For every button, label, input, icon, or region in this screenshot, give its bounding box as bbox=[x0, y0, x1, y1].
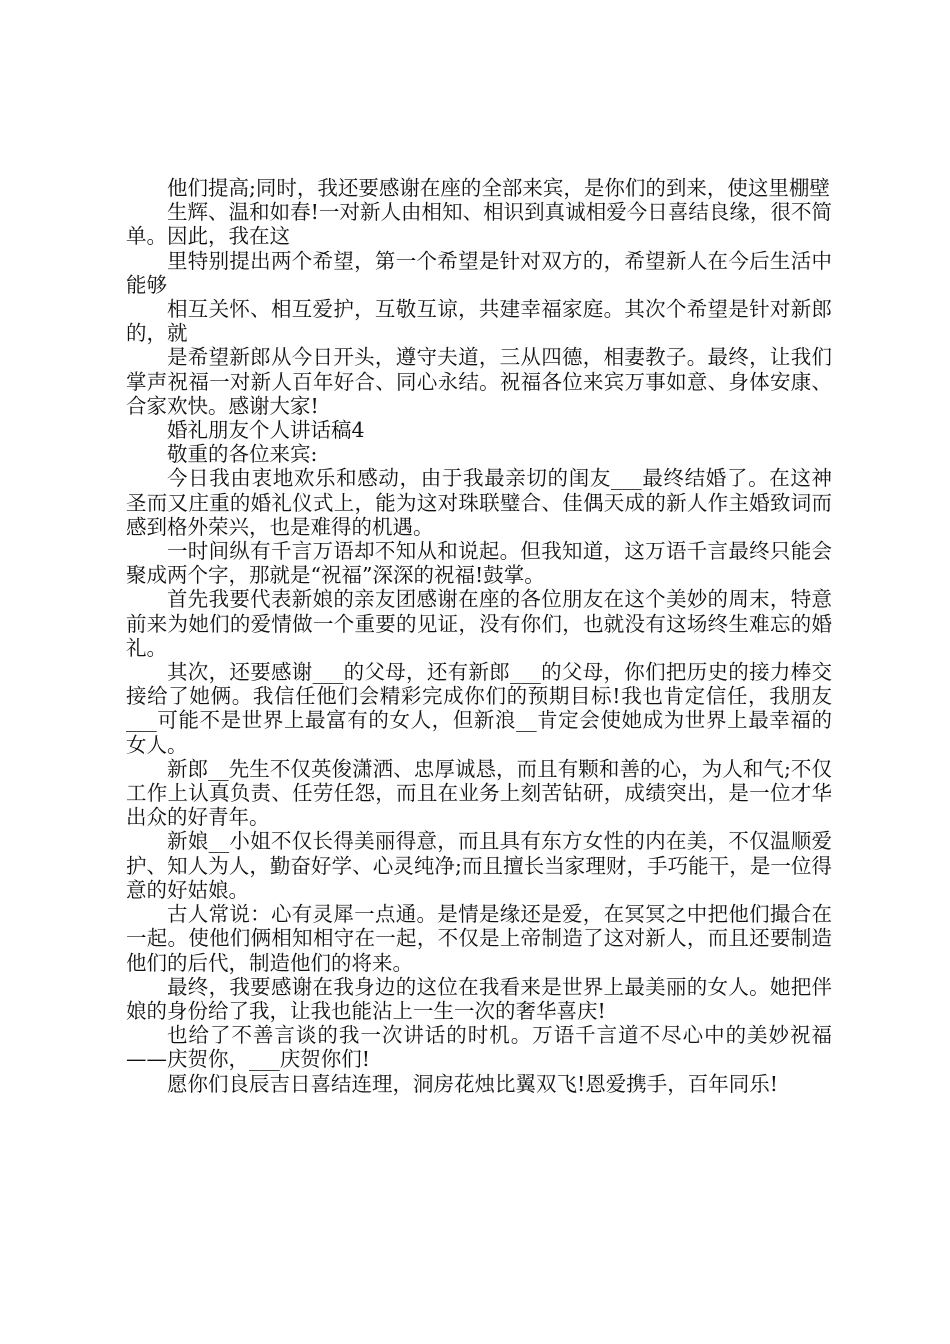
paragraph-10: 首先我要代表新娘的亲友团感谢在座的各位朋友在这个美妙的周末，特意前来为她们的爱情做一个重要的见证，没有你们，也就没有这场终生难忘的婚礼。 bbox=[126, 587, 832, 660]
paragraph-15: 最终，我要感谢在我身边的这位在我看来是世界上最美丽的女人。她把伴娘的身份给了我，让我也能沾上一生一次的奢华喜庆! bbox=[126, 974, 832, 1023]
salutation: 敬重的各位来宾: bbox=[167, 442, 318, 467]
paragraph-11: 其次，还要感谢___的父母，还有新郎___的父母，你们把历史的接力棒交接给了她俩。我信任他们会精彩完成你们的预期目标!我也肯定信任，我朋友___可能不是世界上最富有的女人，但新浪__肯定会使她成为世界上最幸福的女人。 bbox=[126, 660, 832, 757]
paragraph-1: 他们提高;同时，我还要感谢在座的全部来宾，是你们的到来，使这里棚壁 bbox=[167, 176, 830, 200]
paragraph-5: 是希望新郎从今日开头，遵守夫道，三从四德，相妻教子。最终，让我们掌声祝福一对新人百年好合、同心永结。祝福各位来宾万事如意、身体安康、合家欢快。感谢大家! bbox=[126, 345, 832, 418]
paragraph-13: 新娘__小姐不仅长得美丽得意，而且具有东方女性的内在美，不仅温顺爱护、知人为人，勤奋好学、心灵纯净;而且擅长当家理财，手巧能干，是一位得意的好姑娘。 bbox=[126, 829, 832, 902]
paragraph-12: 新郎__先生不仅英俊潇洒、忠厚诚恳，而且有颗和善的心，为人和气;不仅工作上认真负责、任劳任怨，而且在业务上刻苦钻研，成绩突出，是一位才华出众的好青年。 bbox=[126, 756, 832, 830]
document-body bbox=[126, 176, 832, 1096]
paragraph-9: 一时间纵有千言万语却不知从和说起。但我知道，这万语千言最终只能会聚成两个字，那就是“祝福”深深的祝福!鼓掌。 bbox=[126, 539, 832, 588]
section-heading: 婚礼朋友个人讲话稿4 bbox=[167, 418, 365, 443]
paragraph-8: 今日我由衷地欢乐和感动，由于我最亲切的闺友___最终结婚了。在这神圣而又庄重的婚礼仪式上，能为这对珠联璧合、佳偶天成的新人作主婚致词而感到格外荣兴，也是难得的机遇。 bbox=[126, 466, 832, 539]
paragraph-14: 古人常说：心有灵犀一点通。是情是缘还是爱，在冥冥之中把他们撮合在一起。使他们俩相知相守在一起，不仅是上帝制造了这对新人，而且还要制造他们的后代，制造他们的将来。 bbox=[126, 902, 832, 975]
paragraph-2: 生辉、温和如春!一对新人由相知、相识到真诚相爱今日喜结良缘，很不简单。因此，我在这 bbox=[126, 200, 832, 249]
paragraph-3: 里特别提出两个希望，第一个希望是针对双方的，希望新人在今后生活中能够 bbox=[126, 248, 832, 297]
paragraph-17: 愿你们良辰吉日喜结连理，洞房花烛比翼双飞!恩爱携手，百年同乐! bbox=[167, 1071, 778, 1096]
paragraph-4: 相互关怀、相互爱护，互敬互谅，共建幸福家庭。其次个希望是针对新郎的，就 bbox=[126, 297, 832, 346]
paragraph-16: 也给了不善言谈的我一次讲话的时机。万语千言道不尽心中的美妙祝福——庆贺你，___庆贺你们! bbox=[126, 1023, 832, 1072]
